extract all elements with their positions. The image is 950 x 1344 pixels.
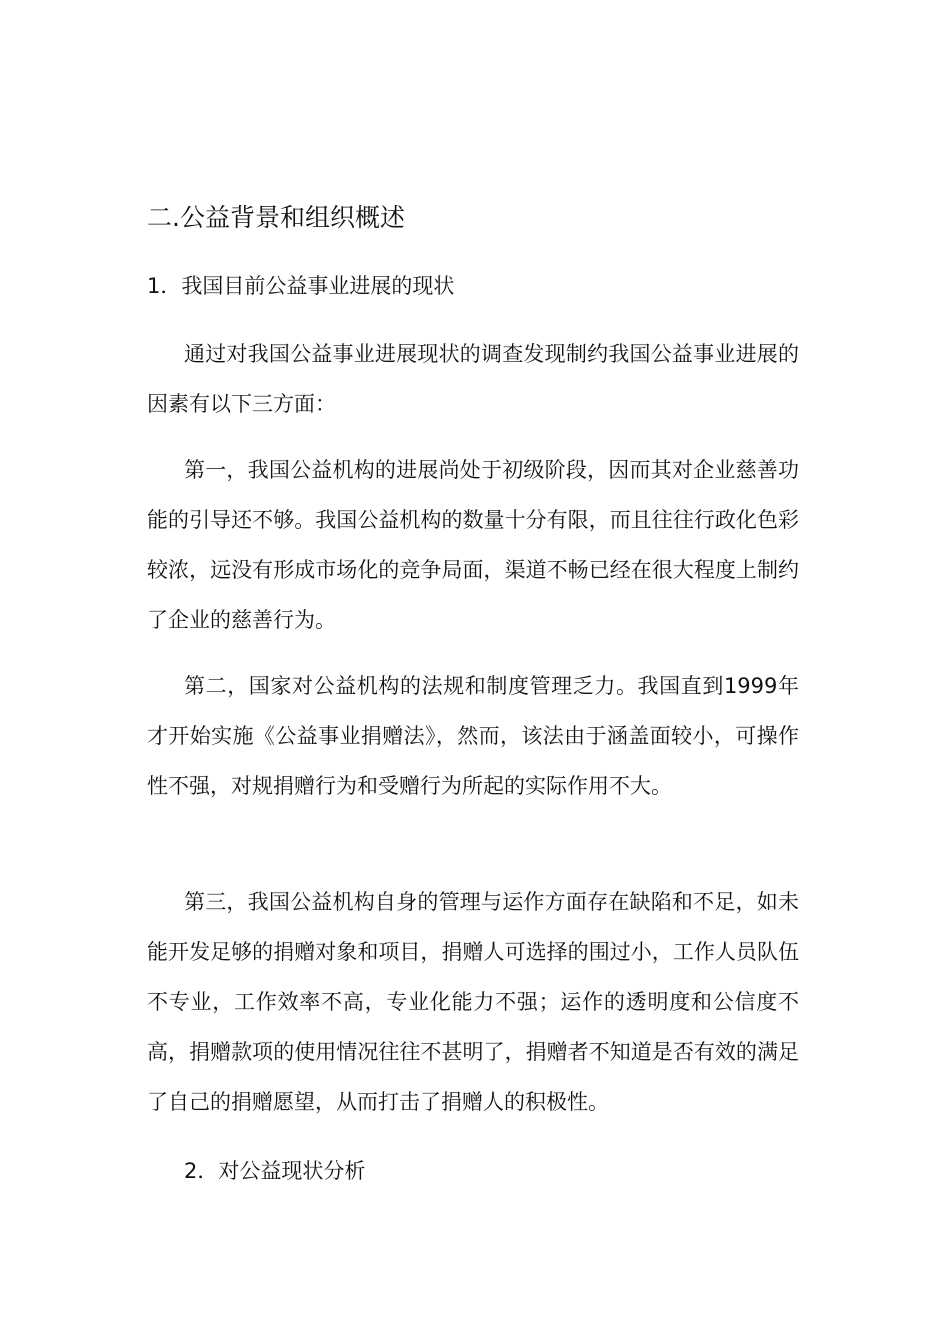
paragraph-first-factor: 第一，我国公益机构的进展尚处于初级阶段，因而其对企业慈善功能的引导还不够。我国公益机构的数量十分有限，而且往往行政化色彩较浓，远没有形成市场化的竞争局面，渠道不畅已经在很大程度上制约了企业的慈善行为。	[147, 458, 799, 632]
paragraph-third-factor: 第三，我国公益机构自身的管理与运作方面存在缺陷和不足，如未能开发足够的捐赠对象和项目，捐赠人可选择的围过小，工作人员队伍不专业，工作效率不高，专业化能力不强；运作的透明度和公信度不高，捐赠款项的使用情况往往不甚明了，捐赠者不知道是否有效的满足了自己的捐赠愿望，从而打击了捐赠人的积极性。	[147, 890, 799, 1114]
section-title: 二.公益背景和组织概述	[147, 203, 405, 232]
paragraph-intro: 通过对我国公益事业进展现状的调查发现制约我国公益事业进展的因素有以下三方面：	[147, 342, 799, 416]
subheading-status-analysis: 2．对公益现状分析	[184, 1159, 366, 1183]
paragraph-second-factor: 第二，国家对公益机构的法规和制度管理乏力。我国直到1999年才开始实施《公益事业捐赠法》，然而，该法由于涵盖面较小，可操作性不强，对规捐赠行为和受赠行为所起的实际作用不大。	[147, 674, 799, 798]
subheading-current-status: 1．我国目前公益事业进展的现状	[147, 274, 455, 298]
